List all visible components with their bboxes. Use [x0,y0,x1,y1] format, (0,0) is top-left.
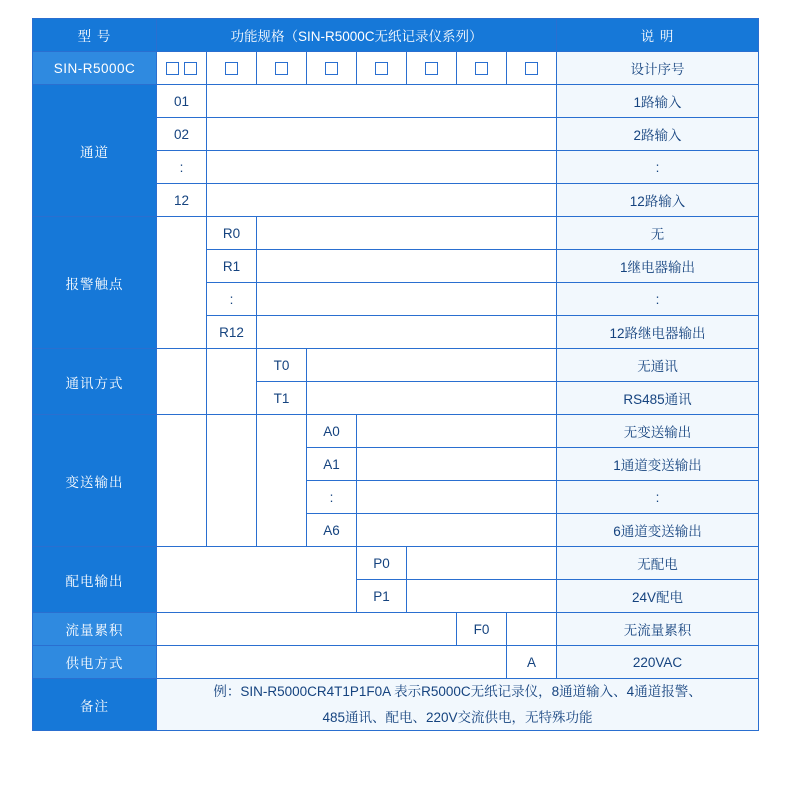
spacer-cell [507,613,557,646]
model-checkbox-pair [157,52,207,85]
model-checkbox [207,52,257,85]
row-label-flow: 流量累积 [33,613,157,646]
header-description: 说 明 [557,19,759,52]
comm-code: T1 [257,382,307,415]
channel-code: : [157,151,207,184]
channel-desc: 1路输入 [557,85,759,118]
model-checkbox [507,52,557,85]
transmit-code: A1 [307,448,357,481]
table-row [33,349,759,382]
spacer-cell [257,415,307,547]
supply-code: A [507,646,557,679]
flow-code: F0 [457,613,507,646]
table-row [33,52,759,85]
alarm-desc: 无 [557,217,759,250]
header-spec: 功能规格（SIN-R5000C无纸记录仪系列） [157,19,557,52]
alarm-desc: : [557,283,759,316]
comm-desc: 无通讯 [557,349,759,382]
transmit-code: : [307,481,357,514]
spacer-cell [357,481,557,514]
header-model: 型 号 [33,19,157,52]
model-checkbox [307,52,357,85]
transmit-desc: 1通道变送输出 [557,448,759,481]
flow-desc: 无流量累积 [557,613,759,646]
power-out-code: P1 [357,580,407,613]
model-selection-table [32,18,759,731]
spacer-cell [257,316,557,349]
transmit-code: A0 [307,415,357,448]
supply-desc: 220VAC [557,646,759,679]
power-out-code: P0 [357,547,407,580]
checkbox-icon[interactable] [225,62,238,75]
spacer-cell [157,613,457,646]
channel-desc: 12路输入 [557,184,759,217]
note-line-2: 485通讯、配电、220V交流供电，无特殊功能 [322,709,593,725]
table-row [33,217,759,250]
model-checkbox [457,52,507,85]
alarm-desc: 1继电器输出 [557,250,759,283]
table-header-row [33,19,759,52]
model-description: 设计序号 [557,52,759,85]
row-label-alarm: 报警触点 [33,217,157,349]
spacer-cell [407,547,557,580]
table-row-note [33,679,759,731]
row-label-note: 备注 [33,679,157,731]
spacer-cell [357,514,557,547]
model-code-label: SIN-R5000C [33,52,157,85]
model-checkbox [407,52,457,85]
checkbox-icon[interactable] [166,62,179,75]
spacer-cell [207,349,257,415]
spacer-cell [157,217,207,349]
channel-code: 02 [157,118,207,151]
checkbox-icon[interactable] [184,62,197,75]
spacer-cell [207,184,557,217]
row-label-transmit: 变送输出 [33,415,157,547]
comm-code: T0 [257,349,307,382]
power-out-desc: 无配电 [557,547,759,580]
note-line-1: 例：SIN-R5000CR4T1P1F0A 表示R5000C无纸记录仪，8通道输入、4通道报警、 [213,684,702,699]
table-row [33,613,759,646]
spacer-cell [207,151,557,184]
checkbox-icon[interactable] [275,62,288,75]
spacer-cell [307,349,557,382]
table-row [33,85,759,118]
spacer-cell [357,448,557,481]
spacer-cell [257,250,557,283]
spacer-cell [357,415,557,448]
transmit-code: A6 [307,514,357,547]
checkbox-icon[interactable] [325,62,338,75]
spacer-cell [207,85,557,118]
spacer-cell [407,580,557,613]
model-checkbox [257,52,307,85]
spacer-cell [157,415,207,547]
spacer-cell [207,118,557,151]
channel-code: 12 [157,184,207,217]
spacer-cell [157,547,357,613]
model-checkbox [357,52,407,85]
spacer-cell [307,382,557,415]
spacer-cell [207,415,257,547]
channel-code: 01 [157,85,207,118]
row-label-channel: 通道 [33,85,157,217]
table-row [33,547,759,580]
spacer-cell [257,283,557,316]
table-row [33,415,759,448]
alarm-code: R1 [207,250,257,283]
spacer-cell [257,217,557,250]
row-label-communication: 通讯方式 [33,349,157,415]
channel-desc: : [557,151,759,184]
spacer-cell [157,349,207,415]
alarm-code: : [207,283,257,316]
note-content [157,679,759,731]
alarm-code: R12 [207,316,257,349]
comm-desc: RS485通讯 [557,382,759,415]
checkbox-icon[interactable] [475,62,488,75]
alarm-code: R0 [207,217,257,250]
alarm-desc: 12路继电器输出 [557,316,759,349]
table-row [33,646,759,679]
checkbox-icon[interactable] [375,62,388,75]
channel-desc: 2路输入 [557,118,759,151]
transmit-desc: 无变送输出 [557,415,759,448]
power-out-desc: 24V配电 [557,580,759,613]
row-label-power-output: 配电输出 [33,547,157,613]
checkbox-icon[interactable] [525,62,538,75]
spacer-cell [157,646,507,679]
checkbox-icon[interactable] [425,62,438,75]
transmit-desc: : [557,481,759,514]
row-label-supply: 供电方式 [33,646,157,679]
transmit-desc: 6通道变送输出 [557,514,759,547]
